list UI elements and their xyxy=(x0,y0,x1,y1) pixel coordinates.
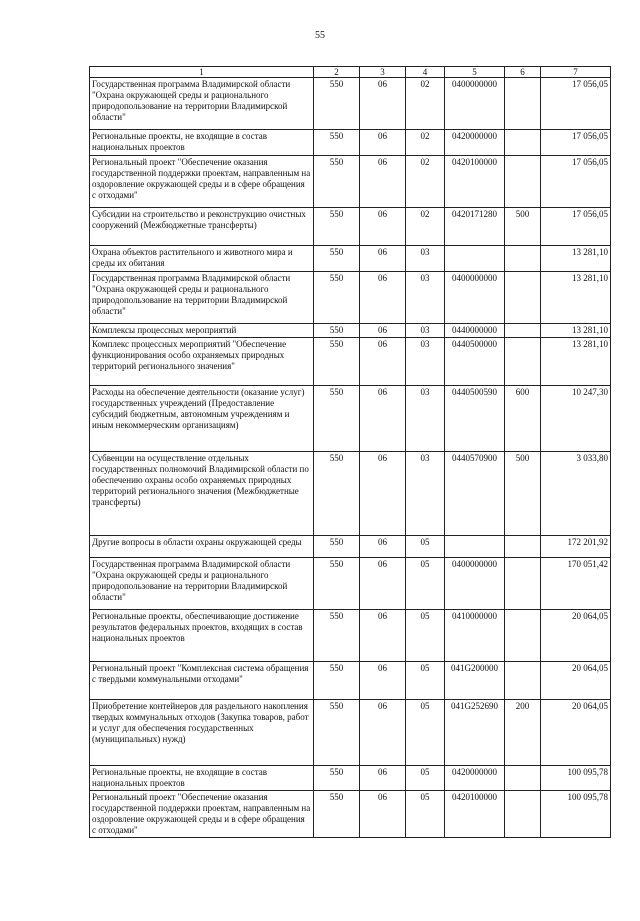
row-section-cell: 06 xyxy=(360,324,406,338)
row-name-cell: Государственная программа Владимирской области "Охрана окружающей среды и рационального природопользование на территории Владимирской области" xyxy=(90,558,314,610)
row-type-cell: 600 xyxy=(505,386,541,452)
row-amount-cell: 170 051,42 xyxy=(541,558,611,610)
table-row xyxy=(90,700,611,766)
row-code-cell: 550 xyxy=(314,610,360,662)
row-amount-cell: 100 095,78 xyxy=(541,766,611,791)
row-target-cell xyxy=(445,246,505,272)
row-subsection-cell: 05 xyxy=(406,558,445,610)
row-name-cell: Расходы на обеспечение деятельности (оказание услуг) государственных учреждений (Предоставление субсидий бюджетным, автономным учреждениям и иным некоммерческим организациям) xyxy=(90,386,314,452)
row-type-cell xyxy=(505,662,541,700)
row-name-cell: Региональный проект "Комплексная система обращения с твердыми коммунальными отходами" xyxy=(90,662,314,700)
row-type-cell xyxy=(505,272,541,324)
row-amount-cell: 20 064,05 xyxy=(541,700,611,766)
row-code-cell: 550 xyxy=(314,700,360,766)
row-code-cell: 550 xyxy=(314,791,360,838)
row-code-cell: 550 xyxy=(314,386,360,452)
row-amount-cell: 13 281,10 xyxy=(541,338,611,386)
row-amount-cell: 17 056,05 xyxy=(541,208,611,246)
row-subsection-cell: 02 xyxy=(406,78,445,130)
table-row xyxy=(90,130,611,156)
row-amount-cell: 17 056,05 xyxy=(541,130,611,156)
row-name-cell: Другие вопросы в области охраны окружающей среды xyxy=(90,536,314,558)
row-name-cell: Субвенции на осуществление отдельных государственных полномочий Владимирской области по обеспечению охраны особо охраняемых природных территорий регионального значения (Межбюджетные трансферты) xyxy=(90,452,314,536)
row-name-cell: Региональные проекты, обеспечивающие достижение результатов федеральных проектов, входящих в состав национальных проектов xyxy=(90,610,314,662)
row-name-cell: Региональные проекты, не входящие в состав национальных проектов xyxy=(90,130,314,156)
row-type-cell xyxy=(505,338,541,386)
row-name-cell: Комплексы процессных мероприятий xyxy=(90,324,314,338)
table-row xyxy=(90,386,611,452)
row-target-cell: 0420100000 xyxy=(445,791,505,838)
row-name-cell: Государственная программа Владимирской области "Охрана окружающей среды и рационального природопользование на территории Владимирской области" xyxy=(90,272,314,324)
row-section-cell: 06 xyxy=(360,386,406,452)
column-header: 6 xyxy=(505,67,541,78)
row-name-cell: Региональный проект "Обеспечение оказания государственной поддержки проектам, направленным на оздоровление окружающей среды и в сфере обращения с отходами" xyxy=(90,791,314,838)
row-section-cell: 06 xyxy=(360,208,406,246)
row-amount-cell: 100 095,78 xyxy=(541,791,611,838)
row-amount-cell: 17 056,05 xyxy=(541,78,611,130)
row-code-cell: 550 xyxy=(314,662,360,700)
row-code-cell: 550 xyxy=(314,130,360,156)
row-name-cell: Субсидии на строительство и реконструкцию очистных сооружений (Межбюджетные трансферты) xyxy=(90,208,314,246)
row-type-cell: 500 xyxy=(505,208,541,246)
row-type-cell xyxy=(505,324,541,338)
row-type-cell xyxy=(505,156,541,208)
table-row xyxy=(90,610,611,662)
row-target-cell: 0440500590 xyxy=(445,386,505,452)
row-target-cell: 0410000000 xyxy=(445,610,505,662)
row-target-cell: 0400000000 xyxy=(445,558,505,610)
row-subsection-cell: 05 xyxy=(406,662,445,700)
row-code-cell: 550 xyxy=(314,536,360,558)
row-name-cell: Региональные проекты, не входящие в состав национальных проектов xyxy=(90,766,314,791)
row-type-cell: 200 xyxy=(505,700,541,766)
table-row xyxy=(90,272,611,324)
row-amount-cell: 17 056,05 xyxy=(541,156,611,208)
column-header: 1 xyxy=(90,67,314,78)
row-target-cell: 0420000000 xyxy=(445,130,505,156)
row-name-cell: Региональный проект "Обеспечение оказания государственной поддержки проектам, направленным на оздоровление окружающей среды и в сфере обращения с отходами" xyxy=(90,156,314,208)
row-type-cell xyxy=(505,791,541,838)
row-target-cell: 0420171280 xyxy=(445,208,505,246)
table-row xyxy=(90,156,611,208)
row-amount-cell: 20 064,05 xyxy=(541,610,611,662)
row-subsection-cell: 05 xyxy=(406,791,445,838)
table-header-row xyxy=(90,67,611,78)
row-code-cell: 550 xyxy=(314,78,360,130)
table-row xyxy=(90,452,611,536)
row-subsection-cell: 05 xyxy=(406,766,445,791)
table-row xyxy=(90,208,611,246)
row-code-cell: 550 xyxy=(314,558,360,610)
column-header: 5 xyxy=(445,67,505,78)
table-row xyxy=(90,324,611,338)
table-row xyxy=(90,662,611,700)
row-code-cell: 550 xyxy=(314,272,360,324)
table-row xyxy=(90,78,611,130)
table-row xyxy=(90,558,611,610)
row-target-cell: 0400000000 xyxy=(445,272,505,324)
row-code-cell: 550 xyxy=(314,338,360,386)
row-name-cell: Приобретение контейнеров для раздельного накопления твердых коммунальных отходов (Закупка товаров, работ и услуг для обеспечения государственных (муниципальных) нужд) xyxy=(90,700,314,766)
row-name-cell: Государственная программа Владимирской области "Охрана окружающей среды и рационального природопользование на территории Владимирской области" xyxy=(90,78,314,130)
row-amount-cell: 3 033,80 xyxy=(541,452,611,536)
row-amount-cell: 13 281,10 xyxy=(541,246,611,272)
row-subsection-cell: 03 xyxy=(406,386,445,452)
row-code-cell: 550 xyxy=(314,452,360,536)
row-amount-cell: 13 281,10 xyxy=(541,324,611,338)
row-section-cell: 06 xyxy=(360,338,406,386)
row-section-cell: 06 xyxy=(360,452,406,536)
row-type-cell xyxy=(505,536,541,558)
row-type-cell xyxy=(505,130,541,156)
row-code-cell: 550 xyxy=(314,156,360,208)
row-type-cell xyxy=(505,558,541,610)
table-row xyxy=(90,766,611,791)
row-subsection-cell: 05 xyxy=(406,610,445,662)
table-row xyxy=(90,246,611,272)
row-subsection-cell: 03 xyxy=(406,324,445,338)
row-code-cell: 550 xyxy=(314,246,360,272)
row-type-cell xyxy=(505,766,541,791)
row-code-cell: 550 xyxy=(314,766,360,791)
row-section-cell: 06 xyxy=(360,246,406,272)
row-subsection-cell: 03 xyxy=(406,246,445,272)
row-code-cell: 550 xyxy=(314,324,360,338)
row-section-cell: 06 xyxy=(360,78,406,130)
row-target-cell: 041G200000 xyxy=(445,662,505,700)
row-amount-cell: 20 064,05 xyxy=(541,662,611,700)
row-section-cell: 06 xyxy=(360,610,406,662)
row-target-cell: 0400000000 xyxy=(445,78,505,130)
row-amount-cell: 172 201,92 xyxy=(541,536,611,558)
row-subsection-cell: 02 xyxy=(406,130,445,156)
row-code-cell: 550 xyxy=(314,208,360,246)
row-subsection-cell: 03 xyxy=(406,338,445,386)
column-header: 7 xyxy=(541,67,611,78)
row-subsection-cell: 03 xyxy=(406,272,445,324)
row-section-cell: 06 xyxy=(360,536,406,558)
row-name-cell: Охрана объектов растительного и животного мира и среды их обитания xyxy=(90,246,314,272)
row-target-cell: 0420100000 xyxy=(445,156,505,208)
row-name-cell: Комплекс процессных мероприятий "Обеспечение функционирования особо охраняемых природных территорий регионального значения" xyxy=(90,338,314,386)
row-subsection-cell: 02 xyxy=(406,156,445,208)
row-target-cell: 0420000000 xyxy=(445,766,505,791)
row-target-cell: 0440500000 xyxy=(445,338,505,386)
row-target-cell xyxy=(445,536,505,558)
row-section-cell: 06 xyxy=(360,700,406,766)
row-section-cell: 06 xyxy=(360,662,406,700)
row-subsection-cell: 05 xyxy=(406,536,445,558)
page-number: 55 xyxy=(315,30,325,41)
row-target-cell: 0440570900 xyxy=(445,452,505,536)
row-target-cell: 0440000000 xyxy=(445,324,505,338)
row-target-cell: 041G252690 xyxy=(445,700,505,766)
row-section-cell: 06 xyxy=(360,766,406,791)
row-amount-cell: 13 281,10 xyxy=(541,272,611,324)
table-row xyxy=(90,791,611,838)
row-subsection-cell: 05 xyxy=(406,700,445,766)
row-section-cell: 06 xyxy=(360,791,406,838)
row-type-cell xyxy=(505,246,541,272)
row-subsection-cell: 03 xyxy=(406,452,445,536)
table-row xyxy=(90,338,611,386)
row-section-cell: 06 xyxy=(360,272,406,324)
column-header: 4 xyxy=(406,67,445,78)
row-section-cell: 06 xyxy=(360,156,406,208)
row-type-cell xyxy=(505,610,541,662)
row-type-cell: 500 xyxy=(505,452,541,536)
row-type-cell xyxy=(505,78,541,130)
table-row xyxy=(90,536,611,558)
row-subsection-cell: 02 xyxy=(406,208,445,246)
row-section-cell: 06 xyxy=(360,558,406,610)
column-header: 3 xyxy=(360,67,406,78)
row-amount-cell: 10 247,30 xyxy=(541,386,611,452)
row-section-cell: 06 xyxy=(360,130,406,156)
column-header: 2 xyxy=(314,67,360,78)
budget-table xyxy=(89,66,611,838)
